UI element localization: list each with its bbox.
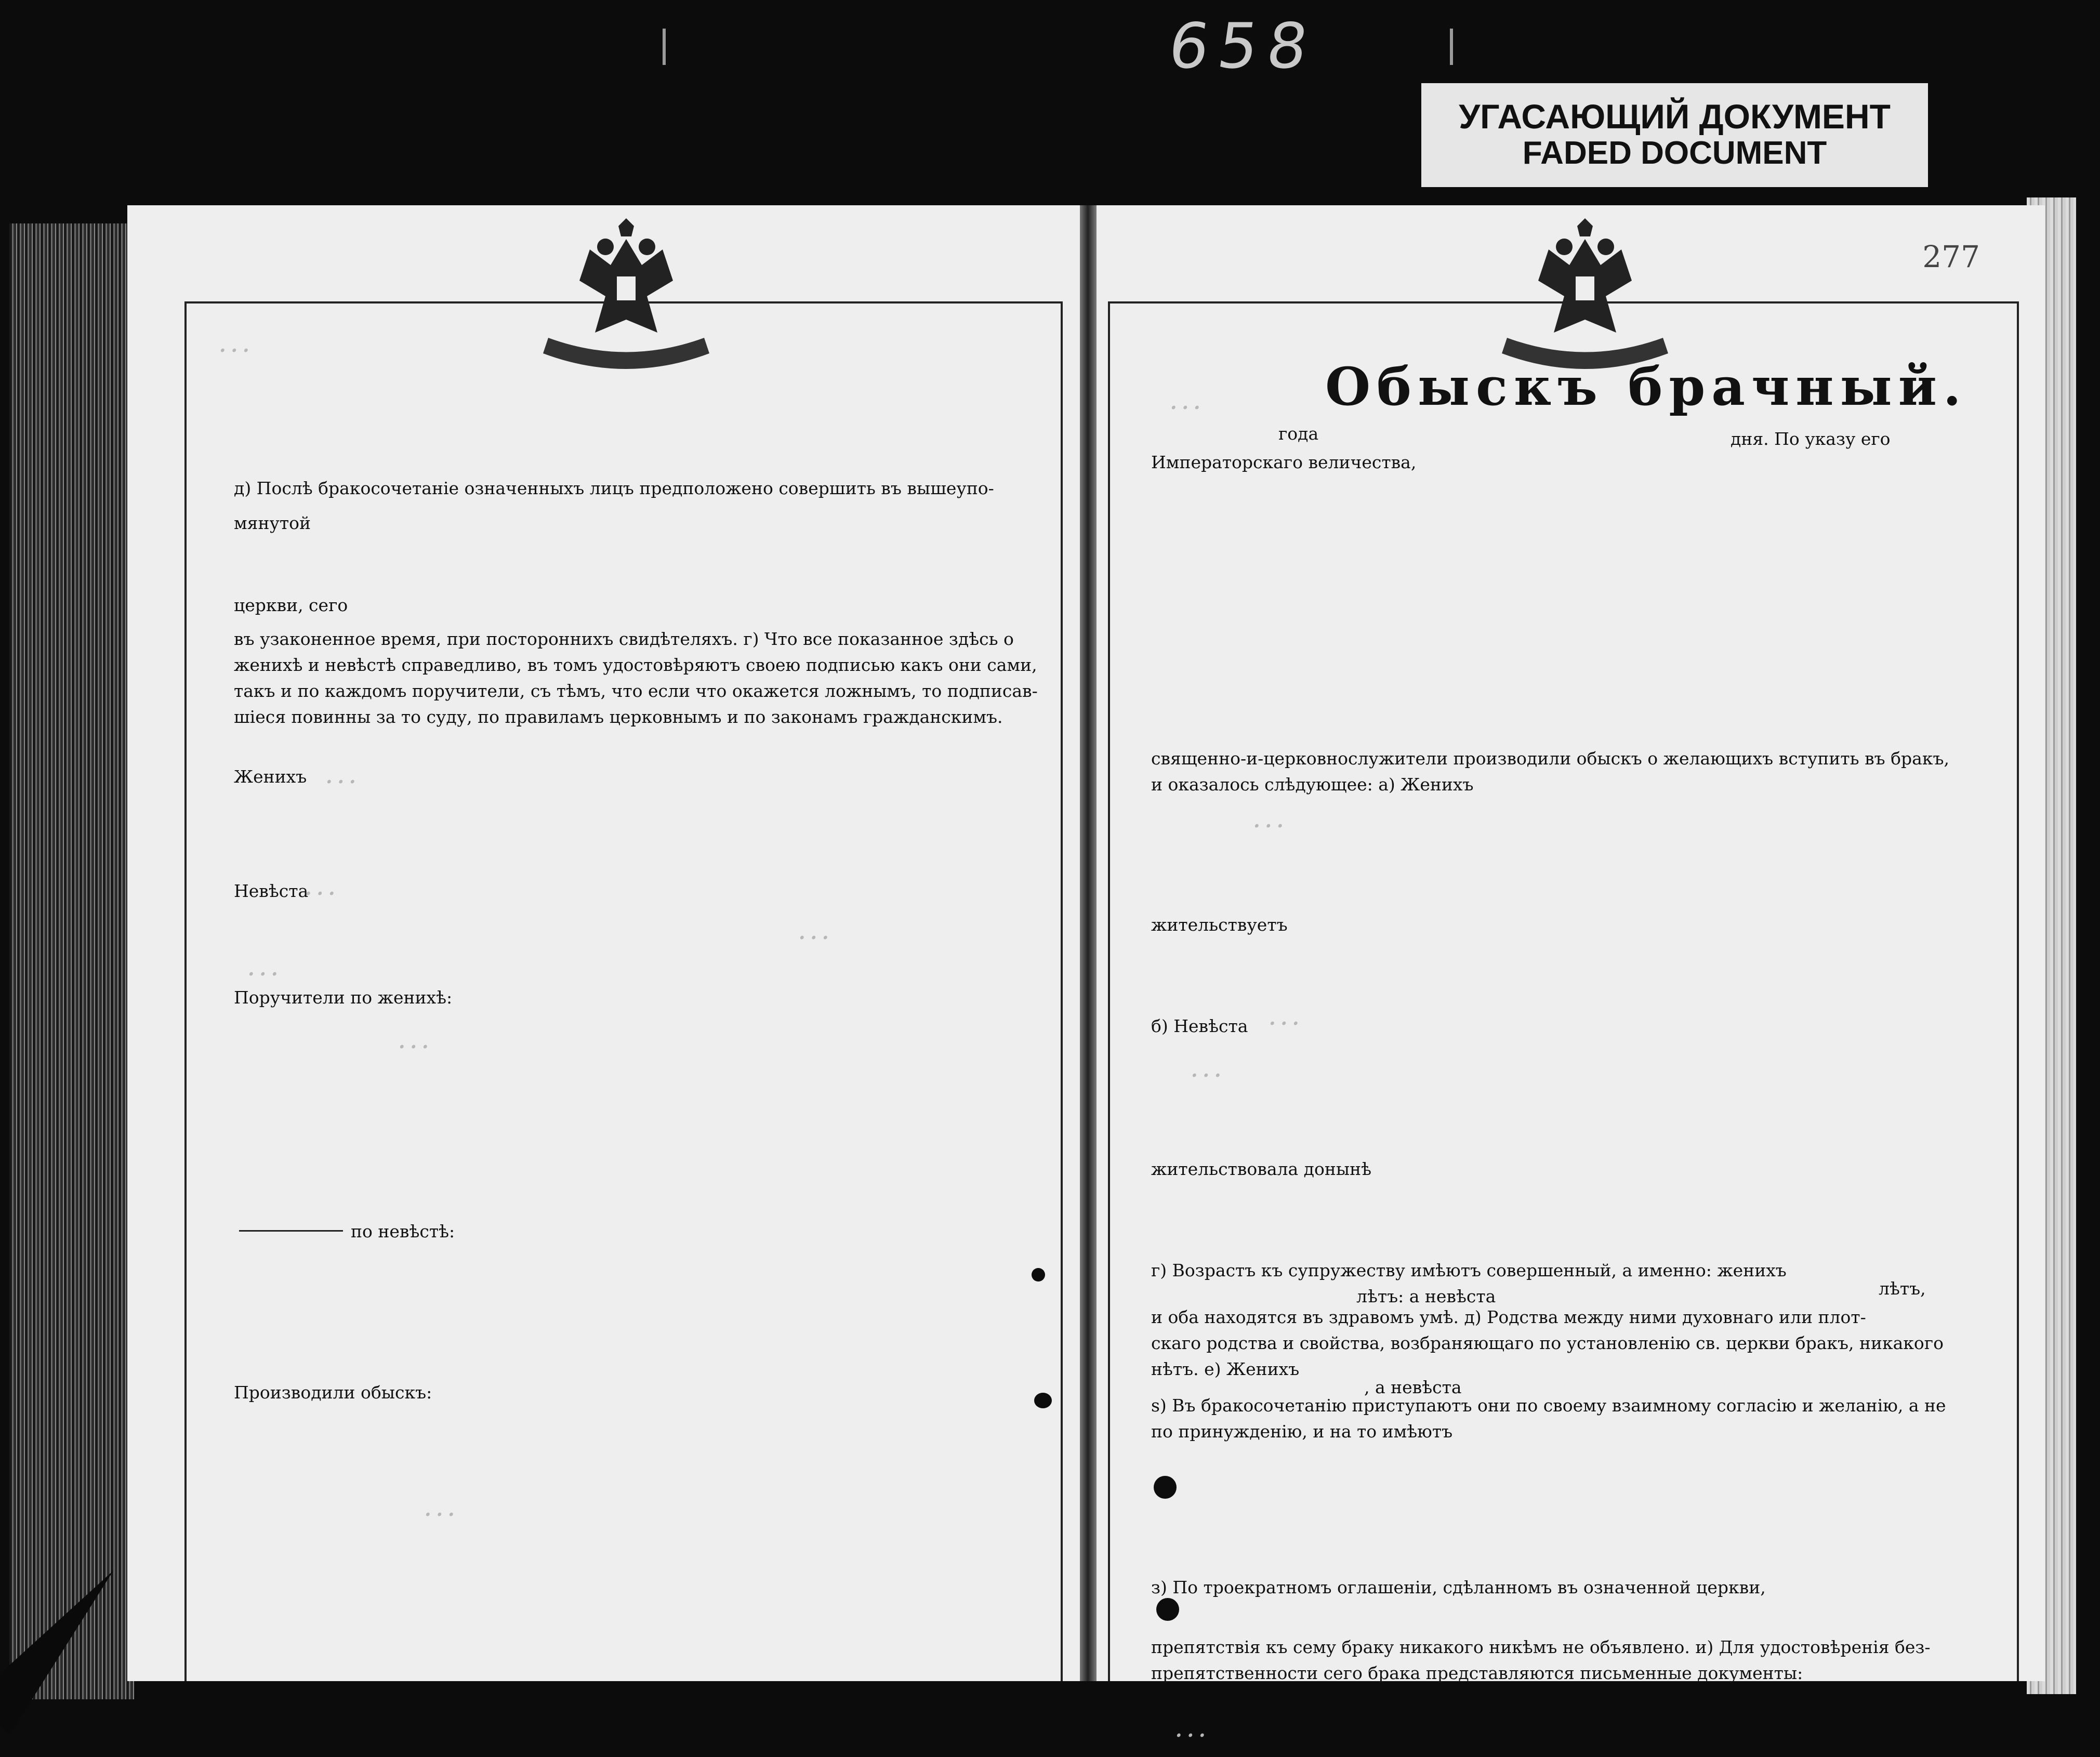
guarantors-groom-label: Поручители по женихѣ: <box>234 987 453 1008</box>
investigators-label: Производили обыскъ: <box>234 1382 432 1403</box>
handwritten-bride: ... <box>304 870 339 902</box>
guarantors-bride-label: по невѣстѣ: <box>351 1221 455 1241</box>
printed-line: и оказалось слѣдующее: а) Женихъ <box>1151 774 1474 795</box>
handwritten-bride: ... <box>1268 1000 1303 1032</box>
right-page <box>1097 205 2045 1743</box>
printed-line: по принужденію, и на то имѣютъ <box>1151 1421 1453 1442</box>
ink-blot <box>1034 1393 1052 1408</box>
handwritten-year: ... <box>1169 385 1205 416</box>
dash-line <box>239 1230 343 1232</box>
handwritten-guarantor: ... <box>398 1024 433 1055</box>
ink-blot <box>1032 1268 1045 1282</box>
printed-line: ѕ) Въ бракосочетанію приступаютъ они по своему взаимному согласію и желанію, а не <box>1151 1395 1946 1416</box>
faded-document-label <box>1421 83 1928 187</box>
book-page-edges-left <box>9 223 134 1699</box>
printed-line: препятствія къ сему браку никакого никѣмъ не объявлено. и) Для удостовѣренія без- <box>1151 1637 1931 1657</box>
groom-label: Женихъ <box>234 767 307 787</box>
printed-line: шіеся повинны за то суду, по правиламъ церковнымъ и по законамъ гражданскимъ. <box>234 707 1003 727</box>
page-number: 277 <box>1922 239 1980 274</box>
handwritten-docs: ... <box>1174 1712 1210 1743</box>
printed-line: , а невѣста <box>1364 1377 1462 1397</box>
handwritten-groom: ... <box>1252 803 1288 834</box>
printed-line: дня. По указу его <box>1731 429 1891 449</box>
printed-line: такъ и по каждомъ поручители, съ тѣмъ, что если что окажется ложнымъ, то подписав- <box>234 681 1038 701</box>
printed-line: г) Возрастъ къ супружеству имѣютъ совершенный, а именно: женихъ <box>1151 1260 1787 1280</box>
printed-line: б) Невѣста <box>1151 1016 1248 1036</box>
printed-line: Императорскаго величества, <box>1151 452 1417 472</box>
handwritten-bride: ... <box>247 951 282 982</box>
film-tick-mark <box>1450 29 1453 65</box>
printed-line: жительствуетъ <box>1151 915 1288 935</box>
handwritten-bottom: ... <box>424 1491 459 1523</box>
printed-line: церкви, сего <box>234 595 348 615</box>
label-line-english: FADED DOCUMENT <box>1522 135 1827 171</box>
printed-line: лѣтъ: а невѣста <box>1356 1286 1496 1306</box>
printed-line: з) По троекратномъ оглашеніи, сдѣланномъ въ означенной церкви, <box>1151 1577 1766 1597</box>
handwritten-groom: ... <box>325 759 360 790</box>
printed-line: лѣтъ, <box>1879 1278 1926 1299</box>
printed-line: мянутой <box>234 513 311 533</box>
book-gutter <box>1080 205 1098 1681</box>
film-tick-mark <box>663 29 666 65</box>
label-line-russian: УГАСАЮЩИЙ ДОКУМЕНТ <box>1459 97 1891 136</box>
frame-number: 658 <box>1164 10 1322 83</box>
handwritten-bride: ... <box>798 915 833 946</box>
left-page <box>127 205 1081 1681</box>
bride-label: Невѣста <box>234 881 309 901</box>
handwritten-top: ... <box>218 327 254 359</box>
printed-line: препятственности сего брака представляются письменные документы: <box>1151 1663 1803 1683</box>
double-headed-eagle-emblem-icon <box>1486 218 1684 374</box>
printed-line: и оба находятся въ здравомъ умѣ. д) Родства между ними духовнаго или плот- <box>1151 1307 1866 1327</box>
double-headed-eagle-emblem-icon <box>527 218 725 374</box>
printed-line: священно-и-церковнослужители производили обыскъ о желающихъ вступить въ бракъ, <box>1151 748 1949 769</box>
printed-line: скаго родства и свойства, возбраняющаго по установленію св. церкви бракъ, никакого <box>1151 1333 1944 1353</box>
printed-line: жительствовала донынѣ <box>1151 1159 1371 1179</box>
printed-line: женихѣ и невѣстѣ справедливо, въ томъ удостовѣряютъ своею подписью какъ они сами, <box>234 655 1037 675</box>
printed-line: года <box>1278 424 1319 444</box>
printed-line: въ узаконенное время, при постороннихъ свидѣтеляхъ. г) Что все показанное здѣсь о <box>234 629 1014 649</box>
printed-line: д) Послѣ бракосочетаніе означенныхъ лицъ предположено совершить въ вышеупо- <box>234 478 994 498</box>
ink-blot <box>1156 1598 1179 1621</box>
printed-line: нѣтъ. е) Женихъ <box>1151 1359 1300 1379</box>
document-title: Обыскъ брачный. <box>1325 356 1967 417</box>
handwritten-bride: ... <box>1190 1052 1225 1084</box>
ink-blot <box>1154 1476 1177 1499</box>
page-border <box>1108 301 2019 1681</box>
